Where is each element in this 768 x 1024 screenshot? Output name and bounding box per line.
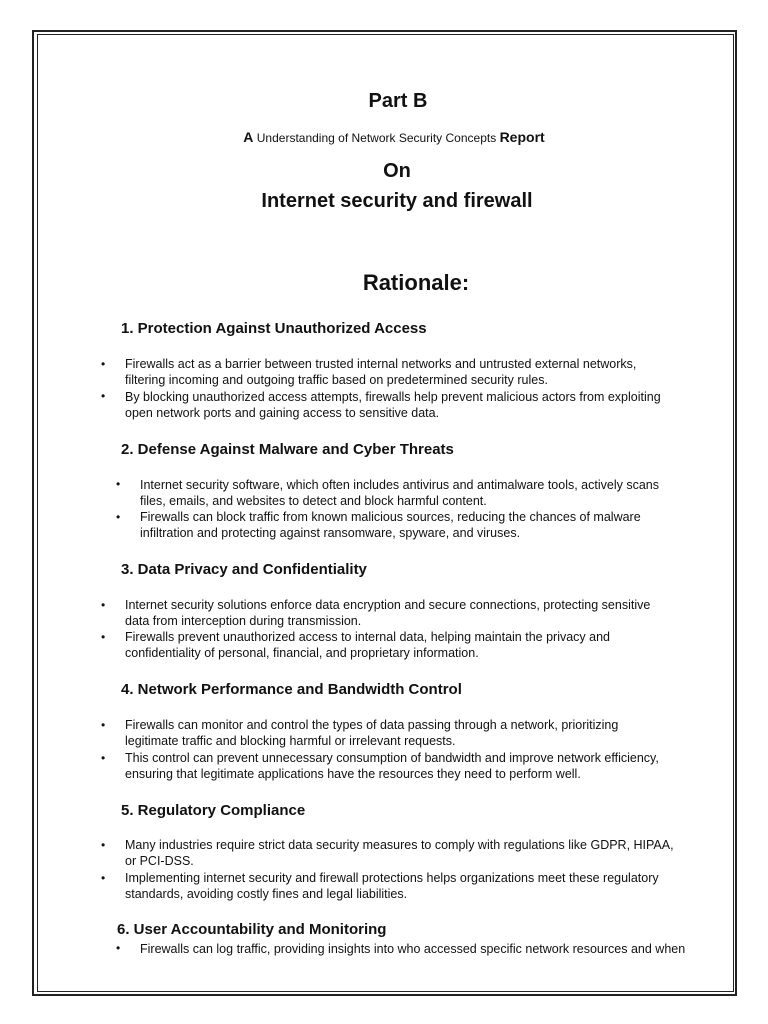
bullet-dot: • xyxy=(116,477,121,491)
bullet-dot: • xyxy=(116,510,121,524)
subtitle-report: Report xyxy=(499,129,545,145)
section-heading: 3. Data Privacy and Confidentiality xyxy=(121,561,367,578)
part-label: Part B xyxy=(368,90,428,112)
bullet-dot: • xyxy=(101,389,106,403)
bullet-text: Firewalls can monitor and control the types of data passing through a network, prioritizing legitimate traffic and blocking harmful or irrelevant requests. xyxy=(125,718,619,748)
bullet-dot: • xyxy=(101,871,106,885)
section-heading: 2. Defense Against Malware and Cyber Threats xyxy=(121,441,454,458)
bullet-text: Internet security solutions enforce data encryption and secure connections, protecting sensitive data from interception during transmission. xyxy=(125,598,651,628)
subtitle-middle: Understanding of Network Security Concepts xyxy=(256,131,497,145)
bullet-dot: • xyxy=(101,838,106,852)
bullet-text: Internet security software, which often includes antivirus and antimalware tools, actively scans files, emails, and websites to detect and block harmful content. xyxy=(140,478,659,508)
bullet-dot: • xyxy=(101,357,106,371)
page-title: Internet security and firewall xyxy=(261,190,533,212)
section-heading: 1. Protection Against Unauthorized Access xyxy=(121,320,427,337)
on-label: On xyxy=(383,160,411,182)
bullet-text: Firewalls can block traffic from known malicious sources, reducing the chances of malware infiltration and protecting against ransomware, spyware, and viruses. xyxy=(140,510,641,540)
rationale-heading: Rationale: xyxy=(362,270,470,295)
section-heading: 4. Network Performance and Bandwidth Control xyxy=(121,681,462,698)
bullet-text: By blocking unauthorized access attempts, firewalls help prevent malicious actors from exploiting open network ports and gaining access to sensitive data. xyxy=(125,390,661,420)
subtitle-a: A xyxy=(243,129,254,145)
report-subtitle xyxy=(0,129,768,145)
bullet-dot: • xyxy=(116,941,121,955)
bullet-dot: • xyxy=(101,598,106,612)
bullet-text: Firewalls act as a barrier between trusted internal networks and untrusted external networks, filtering incoming and outgoing traffic based on predetermined security rules. xyxy=(125,357,637,387)
bullet-text: Firewalls prevent unauthorized access to internal data, helping maintain the privacy and confidentiality of personal, financial, and proprietary information. xyxy=(125,630,610,660)
bullet-text: This control can prevent unnecessary consumption of bandwidth and improve network efficiency, ensuring that legitimate applications have the resources they need to perform well. xyxy=(125,751,659,781)
bullet-dot: • xyxy=(101,630,106,644)
bullet-text: Many industries require strict data security measures to comply with regulations like GDPR, HIPAA, or PCI-DSS. xyxy=(125,838,674,868)
bullet-dot: • xyxy=(101,751,106,765)
bullet-text: Implementing internet security and firewall protections helps organizations meet these regulatory standards, avoiding costly fines and legal liabilities. xyxy=(125,871,659,901)
bullet-dot: • xyxy=(101,718,106,732)
section-heading: 5. Regulatory Compliance xyxy=(121,802,306,819)
bullet-text: Firewalls can log traffic, providing insights into who accessed specific network resources and when xyxy=(140,942,686,956)
section-heading: 6. User Accountability and Monitoring xyxy=(117,921,387,938)
